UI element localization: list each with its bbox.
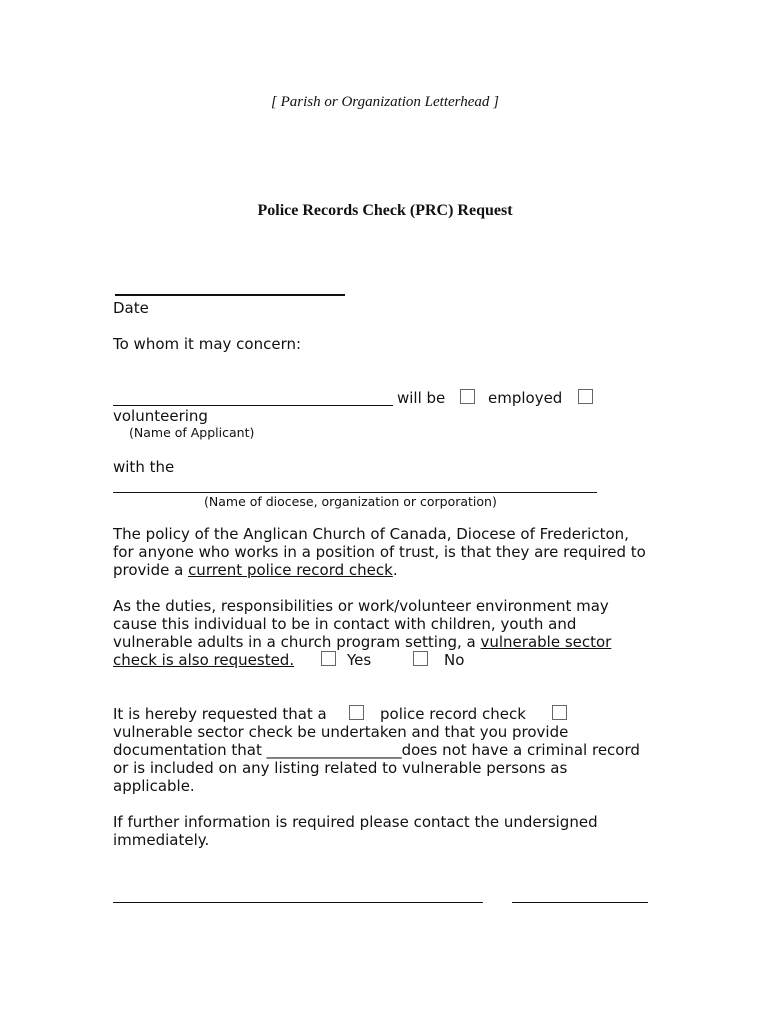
signature-date-line[interactable] <box>512 902 648 903</box>
letterhead-placeholder: [ Parish or Organization Letterhead ] <box>271 94 499 110</box>
duties-line: cause this individual to be in contact with children, youth and <box>113 615 577 633</box>
no-checkbox[interactable] <box>413 651 428 666</box>
greeting: To whom it may concern: <box>113 335 302 353</box>
volunteering-checkbox[interactable] <box>578 389 593 404</box>
organization-name-line[interactable] <box>113 492 597 493</box>
with-the-label: with the <box>113 458 175 476</box>
policy-paragraph <box>113 525 646 579</box>
request-text: It is hereby requested that a <box>113 705 327 723</box>
duties-line: As the duties, responsibilities or work/volunteer environment may <box>113 597 609 615</box>
policy-line <box>113 561 646 579</box>
request-text: does not have a criminal record <box>401 741 640 759</box>
request-line: applicable. <box>113 777 195 795</box>
vulnerable-sector-checkbox[interactable] <box>552 705 567 720</box>
employed-checkbox[interactable] <box>460 389 475 404</box>
yes-label: Yes <box>347 651 372 669</box>
request-paragraph <box>113 723 640 795</box>
request-line <box>113 741 640 759</box>
signature-line[interactable] <box>113 902 483 903</box>
volunteering-label: volunteering <box>113 407 208 425</box>
duties-line <box>113 633 611 651</box>
duties-text: vulnerable adults in a church program setting, a <box>113 633 481 651</box>
request-line: vulnerable sector check be undertaken and that you provide <box>113 723 569 741</box>
request-line: or is included on any listing related to vulnerable persons as <box>113 759 568 777</box>
further-paragraph <box>113 813 598 849</box>
further-line: If further information is required please contact the undersigned <box>113 813 598 831</box>
police-record-check-link: current police record check <box>188 561 393 579</box>
organization-caption: (Name of diocese, organization or corporation) <box>204 494 497 509</box>
date-line[interactable] <box>115 294 345 296</box>
policy-line: The policy of the Anglican Church of Canada, Diocese of Fredericton, <box>113 525 629 543</box>
employed-label: employed <box>488 389 563 407</box>
date-label: Date <box>113 299 149 317</box>
applicant-blank[interactable]: __________________ <box>266 741 402 759</box>
police-record-check-checkbox[interactable] <box>349 705 364 720</box>
document-title: Police Records Check (PRC) Request <box>257 202 513 219</box>
police-record-check-label: police record check <box>380 705 526 723</box>
applicant-caption: (Name of Applicant) <box>129 425 255 440</box>
yes-checkbox[interactable] <box>321 651 336 666</box>
vulnerable-sector-link: vulnerable sector <box>480 633 612 651</box>
will-be-text: will be <box>397 389 446 407</box>
no-label: No <box>444 651 465 669</box>
request-text: documentation that <box>113 741 267 759</box>
applicant-name-line[interactable] <box>113 405 393 406</box>
policy-line: for anyone who works in a position of trust, is that they are required to <box>113 543 646 561</box>
vulnerable-sector-link-cont: check is also requested. <box>113 651 295 669</box>
policy-text: provide a <box>113 561 189 579</box>
policy-text: . <box>392 561 398 579</box>
further-line: immediately. <box>113 831 210 849</box>
